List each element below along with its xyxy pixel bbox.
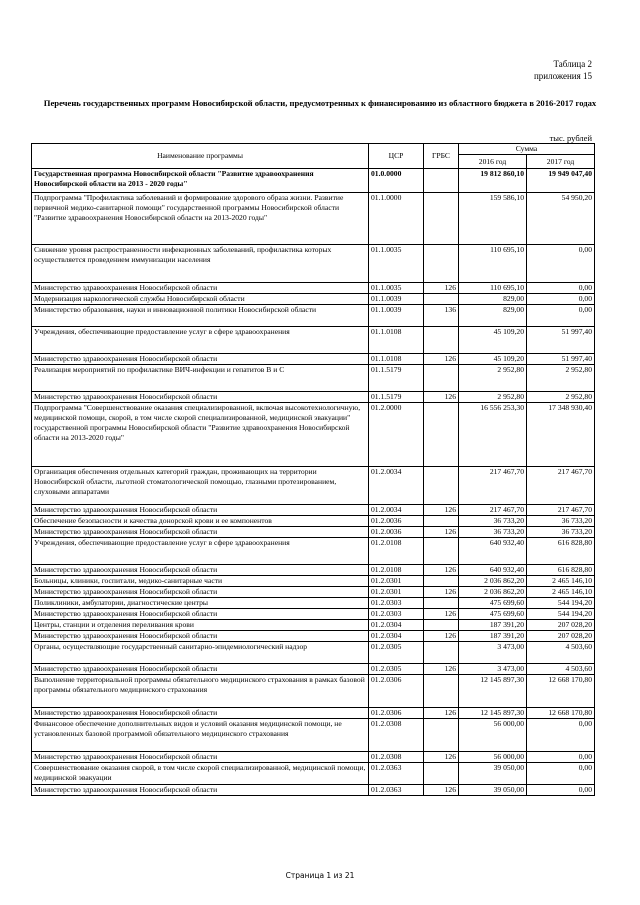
cell-grbs: 126 — [424, 631, 459, 642]
col-header-2016: 2016 год — [459, 155, 527, 169]
cell-grbs — [424, 719, 459, 752]
cell-sum-2016: 56 000,00 — [459, 752, 527, 763]
cell-program-name: Учреждения, обеспечивающие предоставление услуг в сфере здравоохранения — [32, 538, 369, 565]
cell-sum-2017: 0,00 — [527, 294, 595, 305]
cell-grbs — [424, 294, 459, 305]
cell-grbs — [424, 467, 459, 505]
table-row — [32, 305, 595, 327]
table-row — [32, 365, 595, 392]
cell-program-name: Министерство здравоохранения Новосибирской области — [32, 785, 369, 796]
cell-csr: 01.0.0000 — [369, 169, 424, 193]
cell-sum-2017: 4 503,60 — [527, 664, 595, 675]
table-row — [32, 719, 595, 752]
cell-program-name: Министерство здравоохранения Новосибирской области — [32, 392, 369, 403]
cell-sum-2017: 36 733,20 — [527, 516, 595, 527]
cell-sum-2017: 0,00 — [527, 305, 595, 327]
col-header-csr: ЦСР — [369, 144, 424, 169]
cell-program-name: Финансовое обеспечение дополнительных видов и условий оказания медицинской помощи, не установленных базовой программой обязательного медицинского страхования — [32, 719, 369, 752]
cell-sum-2017: 207 028,20 — [527, 631, 595, 642]
cell-sum-2016: 36 733,20 — [459, 527, 527, 538]
cell-sum-2016: 110 695,10 — [459, 283, 527, 294]
table-header — [32, 144, 595, 169]
cell-program-name: Подпрограмма "Профилактика заболеваний и формирование здорового образа жизни. Развитие первичной медико-санитарной помощи" государственной программы Новосибирской области "Развитие здравоохранения Новосибирской области на 2013-2020 годы" — [32, 193, 369, 245]
cell-program-name: Органы, осуществляющие государственный санитарно-эпидемиологический надзор — [32, 642, 369, 664]
table-row — [32, 327, 595, 354]
cell-sum-2016: 56 000,00 — [459, 719, 527, 752]
cell-sum-2016: 217 467,70 — [459, 505, 527, 516]
cell-program-name: Реализация мероприятий по профилактике ВИЧ-инфекции и гепатитов В и С — [32, 365, 369, 392]
cell-sum-2017: 217 467,70 — [527, 467, 595, 505]
cell-csr: 01.2.0363 — [369, 763, 424, 785]
cell-sum-2016: 45 109,20 — [459, 327, 527, 354]
cell-grbs — [424, 598, 459, 609]
table-row — [32, 527, 595, 538]
cell-program-name: Министерство здравоохранения Новосибирской области — [32, 664, 369, 675]
cell-grbs: 126 — [424, 587, 459, 598]
cell-program-name: Министерство здравоохранения Новосибирской области — [32, 752, 369, 763]
table-row — [32, 169, 595, 193]
cell-sum-2017: 544 194,20 — [527, 609, 595, 620]
cell-grbs: 126 — [424, 565, 459, 576]
cell-sum-2016: 2 952,80 — [459, 365, 527, 392]
caption-line1: Таблица 2 — [553, 59, 592, 69]
table-row — [32, 505, 595, 516]
table-row — [32, 283, 595, 294]
table-row — [32, 664, 595, 675]
table-row — [32, 587, 595, 598]
cell-sum-2017: 2 465 146,10 — [527, 576, 595, 587]
table-row — [32, 642, 595, 664]
cell-sum-2017: 4 503,60 — [527, 642, 595, 664]
cell-program-name: Совершенствование оказания скорой, в том числе скорой специализированной, медицинской помощи, медицинской эвакуации — [32, 763, 369, 785]
document-title: Перечень государственных программ Новосибирской области, предусмотренных к финансированию из областного бюджета в 2016-2017 годах — [43, 98, 597, 108]
col-header-name: Наименование программы — [32, 144, 369, 169]
cell-grbs: 126 — [424, 527, 459, 538]
table-row — [32, 467, 595, 505]
cell-program-name: Подпрограмма "Совершенствование оказания специализированной, включая высокотехнологичную, медицинской помощи, скорой, в том числе скорой специализированной, медицинской эвакуации" государственной программы Новосибирской области "Развитие здравоохранения Новосибирской области на 2013-2020 годы" — [32, 403, 369, 467]
cell-sum-2016: 3 473,00 — [459, 664, 527, 675]
cell-grbs: 136 — [424, 305, 459, 327]
cell-sum-2016: 829,00 — [459, 294, 527, 305]
cell-grbs — [424, 576, 459, 587]
cell-sum-2017: 0,00 — [527, 785, 595, 796]
cell-sum-2017: 2 465 146,10 — [527, 587, 595, 598]
cell-sum-2017: 2 952,80 — [527, 365, 595, 392]
cell-sum-2016: 39 050,00 — [459, 763, 527, 785]
cell-program-name: Государственная программа Новосибирской области "Развитие здравоохранения Новосибирской области на 2013 - 2020 годы" — [32, 169, 369, 193]
cell-program-name: Министерство здравоохранения Новосибирской области — [32, 631, 369, 642]
table-row — [32, 193, 595, 245]
cell-grbs — [424, 538, 459, 565]
units-label: тыс. рублей — [549, 133, 592, 143]
cell-program-name: Больницы, клиники, госпитали, медико-санитарные части — [32, 576, 369, 587]
cell-program-name: Министерство здравоохранения Новосибирской области — [32, 505, 369, 516]
cell-csr: 01.2.0301 — [369, 587, 424, 598]
cell-grbs — [424, 516, 459, 527]
cell-grbs: 126 — [424, 609, 459, 620]
cell-sum-2016: 36 733,20 — [459, 516, 527, 527]
cell-sum-2017: 17 348 930,40 — [527, 403, 595, 467]
cell-sum-2016: 217 467,70 — [459, 467, 527, 505]
cell-grbs: 126 — [424, 785, 459, 796]
cell-sum-2016: 16 556 253,30 — [459, 403, 527, 467]
cell-grbs — [424, 193, 459, 245]
cell-csr: 01.1.0039 — [369, 305, 424, 327]
cell-sum-2017: 51 997,40 — [527, 354, 595, 365]
cell-csr: 01.2.0000 — [369, 403, 424, 467]
cell-csr: 01.1.0035 — [369, 283, 424, 294]
cell-csr: 01.2.0036 — [369, 516, 424, 527]
cell-program-name: Выполнение территориальной программы обязательного медицинского страхования в рамках базовой программы обязательного медицинского страхования — [32, 675, 369, 708]
table-row — [32, 392, 595, 403]
page-footer: Страница 1 из 21 — [285, 871, 355, 880]
cell-sum-2016: 2 036 862,20 — [459, 587, 527, 598]
cell-csr: 01.1.5179 — [369, 365, 424, 392]
cell-sum-2016: 3 473,00 — [459, 642, 527, 664]
table-row — [32, 245, 595, 283]
cell-csr: 01.1.0035 — [369, 245, 424, 283]
cell-program-name: Министерство здравоохранения Новосибирской области — [32, 354, 369, 365]
cell-sum-2017: 0,00 — [527, 719, 595, 752]
cell-grbs: 126 — [424, 392, 459, 403]
cell-program-name: Министерство образования, науки и инновационной политики Новосибирской области — [32, 305, 369, 327]
cell-csr: 01.2.0034 — [369, 467, 424, 505]
cell-program-name: Министерство здравоохранения Новосибирской области — [32, 609, 369, 620]
cell-sum-2017: 54 950,20 — [527, 193, 595, 245]
cell-csr: 01.2.0034 — [369, 505, 424, 516]
caption-line2: приложения 15 — [533, 71, 592, 81]
cell-sum-2017: 616 828,80 — [527, 538, 595, 565]
table-row — [32, 516, 595, 527]
cell-csr: 01.2.0308 — [369, 752, 424, 763]
cell-sum-2017: 207 028,20 — [527, 620, 595, 631]
cell-program-name: Министерство здравоохранения Новосибирской области — [32, 283, 369, 294]
cell-sum-2017: 0,00 — [527, 752, 595, 763]
cell-sum-2017: 51 997,40 — [527, 327, 595, 354]
cell-csr: 01.2.0363 — [369, 785, 424, 796]
cell-sum-2017: 19 949 047,40 — [527, 169, 595, 193]
cell-csr: 01.1.0000 — [369, 193, 424, 245]
table-row — [32, 620, 595, 631]
cell-program-name: Организация обеспечения отдельных категорий граждан, проживающих на территории Новосибирской области, льготной стоматологической помощью, глазными протезированием, слуховыми аппаратами — [32, 467, 369, 505]
cell-sum-2017: 217 467,70 — [527, 505, 595, 516]
cell-csr: 01.2.0304 — [369, 631, 424, 642]
cell-grbs — [424, 365, 459, 392]
cell-sum-2016: 475 699,60 — [459, 609, 527, 620]
table-row — [32, 576, 595, 587]
cell-csr: 01.2.0108 — [369, 538, 424, 565]
cell-sum-2016: 640 932,40 — [459, 565, 527, 576]
table-row — [32, 538, 595, 565]
cell-sum-2016: 39 050,00 — [459, 785, 527, 796]
cell-sum-2016: 110 695,10 — [459, 245, 527, 283]
cell-grbs — [424, 763, 459, 785]
cell-sum-2016: 187 391,20 — [459, 620, 527, 631]
col-header-sum: Сумма — [459, 144, 595, 155]
table-row — [32, 675, 595, 708]
cell-program-name: Министерство здравоохранения Новосибирской области — [32, 527, 369, 538]
cell-csr: 01.2.0306 — [369, 708, 424, 719]
cell-sum-2016: 45 109,20 — [459, 354, 527, 365]
table-row — [32, 403, 595, 467]
cell-grbs — [424, 675, 459, 708]
cell-sum-2017: 12 668 170,80 — [527, 708, 595, 719]
cell-sum-2016: 187 391,20 — [459, 631, 527, 642]
col-header-grbs: ГРБС — [424, 144, 459, 169]
cell-csr: 01.2.0308 — [369, 719, 424, 752]
table-row — [32, 708, 595, 719]
cell-csr: 01.1.5179 — [369, 392, 424, 403]
cell-sum-2017: 0,00 — [527, 763, 595, 785]
cell-sum-2016: 12 145 897,30 — [459, 708, 527, 719]
cell-sum-2016: 2 952,80 — [459, 392, 527, 403]
cell-csr: 01.2.0036 — [369, 527, 424, 538]
cell-sum-2016: 829,00 — [459, 305, 527, 327]
cell-sum-2016: 19 812 860,10 — [459, 169, 527, 193]
cell-grbs: 126 — [424, 708, 459, 719]
cell-sum-2017: 544 194,20 — [527, 598, 595, 609]
table-row — [32, 294, 595, 305]
cell-csr: 01.2.0108 — [369, 565, 424, 576]
table-row — [32, 752, 595, 763]
cell-grbs — [424, 169, 459, 193]
cell-grbs — [424, 403, 459, 467]
cell-sum-2017: 12 668 170,80 — [527, 675, 595, 708]
table-caption — [534, 58, 592, 82]
cell-csr: 01.1.0039 — [369, 294, 424, 305]
cell-grbs: 126 — [424, 283, 459, 294]
programs-table — [31, 143, 595, 796]
cell-csr: 01.1.0108 — [369, 354, 424, 365]
cell-grbs — [424, 245, 459, 283]
cell-sum-2017: 36 733,20 — [527, 527, 595, 538]
cell-sum-2016: 12 145 897,30 — [459, 675, 527, 708]
cell-grbs — [424, 642, 459, 664]
cell-program-name: Министерство здравоохранения Новосибирской области — [32, 708, 369, 719]
cell-grbs — [424, 327, 459, 354]
cell-csr: 01.2.0306 — [369, 675, 424, 708]
cell-csr: 01.2.0303 — [369, 609, 424, 620]
cell-program-name: Министерство здравоохранения Новосибирской области — [32, 587, 369, 598]
table-row — [32, 354, 595, 365]
cell-csr: 01.2.0304 — [369, 620, 424, 631]
cell-sum-2016: 2 036 862,20 — [459, 576, 527, 587]
cell-sum-2016: 640 932,40 — [459, 538, 527, 565]
cell-csr: 01.1.0108 — [369, 327, 424, 354]
cell-csr: 01.2.0305 — [369, 664, 424, 675]
cell-grbs: 126 — [424, 505, 459, 516]
cell-sum-2017: 616 828,80 — [527, 565, 595, 576]
cell-sum-2016: 159 586,10 — [459, 193, 527, 245]
cell-csr: 01.2.0303 — [369, 598, 424, 609]
cell-grbs — [424, 620, 459, 631]
col-header-2017: 2017 год — [527, 155, 595, 169]
cell-sum-2017: 0,00 — [527, 283, 595, 294]
cell-program-name: Модернизация наркологической службы Новосибирской области — [32, 294, 369, 305]
cell-csr: 01.2.0305 — [369, 642, 424, 664]
table-row — [32, 785, 595, 796]
cell-program-name: Обеспечение безопасности и качества донорской крови и ее компонентов — [32, 516, 369, 527]
cell-grbs: 126 — [424, 752, 459, 763]
table-row — [32, 598, 595, 609]
cell-program-name: Центры, станции и отделения переливания крови — [32, 620, 369, 631]
cell-sum-2017: 2 952,80 — [527, 392, 595, 403]
cell-sum-2016: 475 699,60 — [459, 598, 527, 609]
cell-sum-2017: 0,00 — [527, 245, 595, 283]
table-row — [32, 609, 595, 620]
cell-program-name: Учреждения, обеспечивающие предоставление услуг в сфере здравоохранения — [32, 327, 369, 354]
cell-grbs: 126 — [424, 664, 459, 675]
table-row — [32, 763, 595, 785]
cell-program-name: Поликлиники, амбулатории, диагностические центры — [32, 598, 369, 609]
table-row — [32, 565, 595, 576]
cell-csr: 01.2.0301 — [369, 576, 424, 587]
cell-grbs: 126 — [424, 354, 459, 365]
table-row — [32, 631, 595, 642]
cell-program-name: Министерство здравоохранения Новосибирской области — [32, 565, 369, 576]
table-body — [32, 169, 595, 796]
cell-program-name: Снижение уровня распространенности инфекционных заболеваний, профилактика которых осуществляется проведением иммунизации населения — [32, 245, 369, 283]
